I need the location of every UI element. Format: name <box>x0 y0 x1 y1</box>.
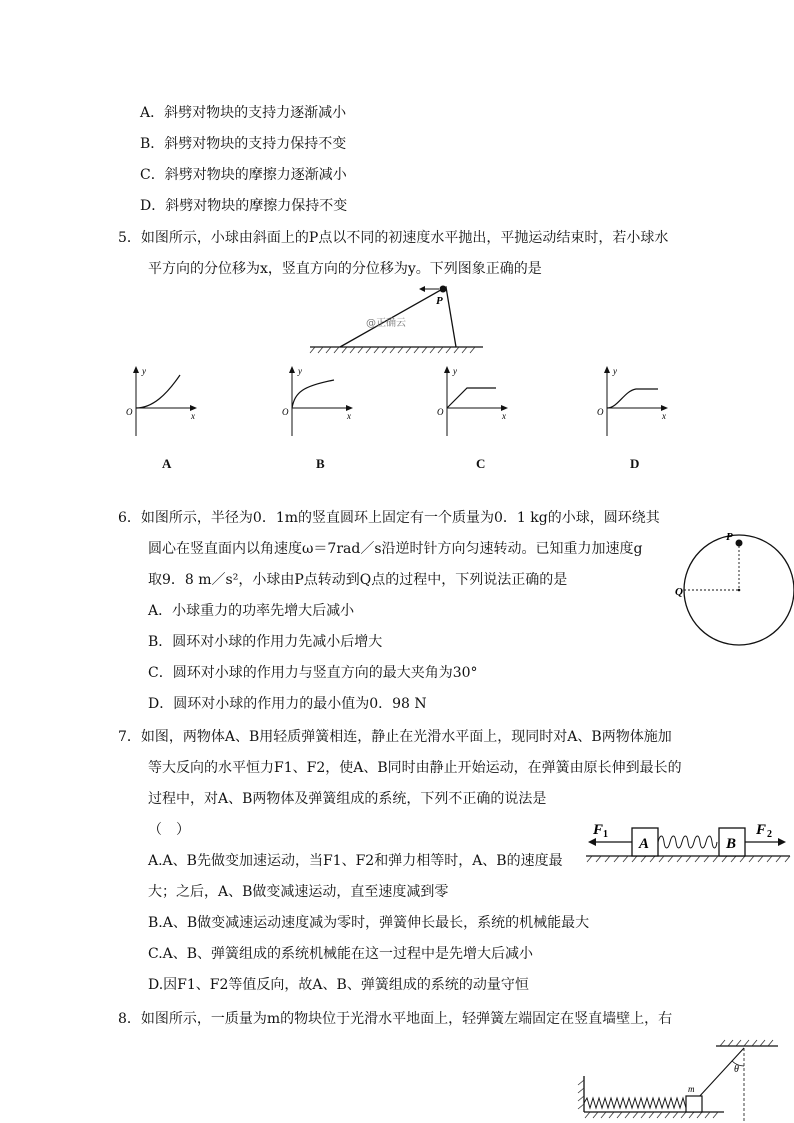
q5-graph-a-x-label: x <box>191 411 195 421</box>
q5-graph-a-origin: O <box>126 407 133 417</box>
q5-graph-b-origin: O <box>282 407 289 417</box>
q5-label-p: P <box>436 295 443 307</box>
q7-option-a-line1: A.A、B先做变加速运动，当F1、F2和弹力相等时，A、B的速度最 <box>148 853 563 869</box>
q8-stem-line1: 8．如图所示，一质量为m的物块位于光滑水平地面上，轻弹簧左端固定在竖直墙壁上，右 <box>118 1011 673 1027</box>
q5-graph-b <box>279 364 359 439</box>
q5-graph-b-y-label: y <box>298 366 302 376</box>
q5-stem-line1: 5．如图所示，小球由斜面上的P点以不同的初速度水平抛出，平抛运动结束时，若小球水 <box>118 230 669 246</box>
q7-spring-figure <box>584 812 792 870</box>
q5-graph-d <box>594 364 674 439</box>
q6-stem-line1: 6．如图所示，半径为0．1m的竖直圆环上固定有一个质量为0．1 kg的小球，圆环绕其 <box>118 510 660 526</box>
q6-stem-line3: 取9．8 m／s²，小球由P点转动到Q点的过程中，下列说法正确的是 <box>148 572 568 588</box>
q5-graph-a-y-label: y <box>142 366 146 376</box>
q7-force-f1-label: F <box>593 822 604 838</box>
q7-option-b: B.A、B做变减速运动速度减为零时，弹簧伸长最长，系统的机械能最大 <box>148 915 590 931</box>
q4-option-c: C．斜劈对物块的摩擦力逐渐减小 <box>140 167 347 183</box>
q7-block-a-label: A <box>639 836 650 852</box>
q6-option-a: A．小球重力的功率先增大后减小 <box>148 603 355 619</box>
q5-caption-d: D <box>630 456 640 471</box>
q7-force-f2-label: F <box>756 822 767 838</box>
q7-stem-line1: 7．如图，两物体A、B用轻质弹簧相连，静止在光滑水平面上，现同时对A、B两物体施加 <box>118 729 672 745</box>
q6-option-b: B．圆环对小球的作用力先减小后增大 <box>148 634 383 650</box>
q7-block-b-label: B <box>726 836 737 852</box>
q5-graph-c-y-label: y <box>453 366 457 376</box>
q4-option-b: B．斜劈对物块的支持力保持不变 <box>140 136 347 152</box>
q5-caption-a: A <box>162 456 172 471</box>
q5-caption-c: C <box>476 456 486 471</box>
q7-answer-paren: （ ） <box>148 822 190 838</box>
q7-stem-line2: 等大反向的水平恒力F1、F2，使A、B同时由静止开始运动，在弹簧由原长伸到最长的 <box>148 760 682 776</box>
q8-mass-label: m <box>688 1084 695 1094</box>
q5-graph-d-origin: O <box>597 407 604 417</box>
q7-option-a-line2: 大；之后，A、B做变减速运动，直至速度减到零 <box>148 884 449 900</box>
q5-graph-c <box>434 364 514 439</box>
q8-theta-label: θ <box>734 1064 739 1075</box>
q6-option-c: C．圆环对小球的作用力与竖直方向的最大夹角为30° <box>148 665 478 681</box>
q7-option-d: D.因F1、F2等值反向，故A、B、弹簧组成的系统的动量守恒 <box>148 977 529 993</box>
q7-force-f1-subscript: 1 <box>603 829 608 840</box>
q4-option-d: D．斜劈对物块的摩擦力保持不变 <box>140 198 348 214</box>
q7-force-f2-subscript: 2 <box>767 829 772 840</box>
q6-stem-line2: 圆心在竖直面内以角速度ω＝7rad／s沿逆时针方向匀速转动。已知重力加速度g <box>148 541 643 557</box>
watermark: @正确云 <box>366 318 406 329</box>
q5-stem-line2: 平方向的分位移为x，竖直方向的分位移为y。下列图象正确的是 <box>148 261 542 277</box>
q5-graph-d-x-label: x <box>662 411 666 421</box>
q4-option-a: A．斜劈对物块的支持力逐渐减小 <box>140 105 347 121</box>
q5-graph-b-x-label: x <box>347 411 351 421</box>
q6-label-q: Q <box>675 586 683 598</box>
q5-caption-b: B <box>316 456 325 471</box>
q5-graph-a <box>123 364 203 439</box>
q6-option-d: D．圆环对小球的作用力的最小值为0．98 N <box>148 696 427 712</box>
q6-circle-figure <box>670 526 794 666</box>
q5-graph-c-x-label: x <box>502 411 506 421</box>
q6-label-p: P <box>726 531 733 543</box>
q5-graph-d-y-label: y <box>613 366 617 376</box>
q7-stem-line3: 过程中，对A、B两物体及弹簧组成的系统，下列不正确的说法是 <box>148 791 547 807</box>
q5-graph-c-origin: O <box>437 407 444 417</box>
q8-spring-rope-figure <box>574 1036 784 1123</box>
q7-option-c: C.A、B、弹簧组成的系统机械能在这一过程中是先增大后减小 <box>148 946 534 962</box>
